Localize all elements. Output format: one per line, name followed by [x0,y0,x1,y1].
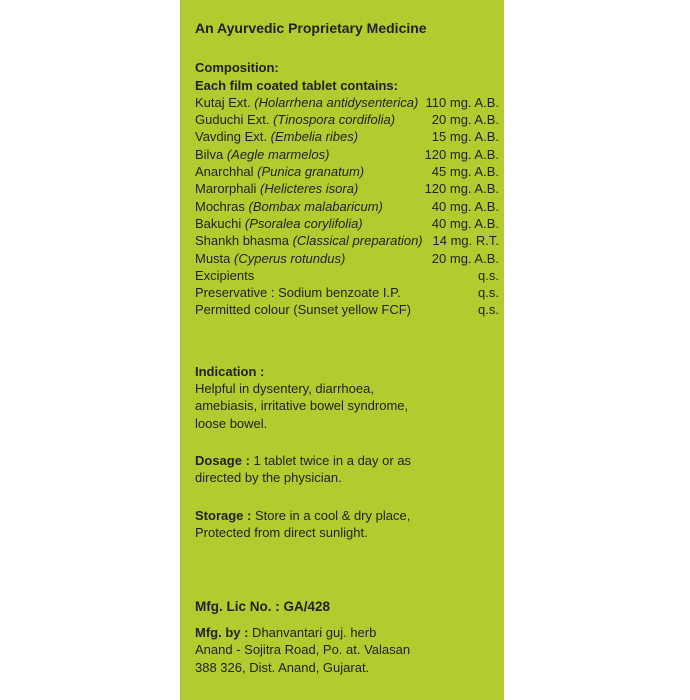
dosage-text: 1 tablet twice in a day or as [249,452,412,468]
ingredient-dose: 15 mg. A.B. [431,129,499,145]
ingredient-latin: (Classical preparation) [292,233,423,249]
ingredient-row [195,232,499,249]
ingredient-latin: (Bombax malabaricum) [248,198,383,214]
ingredient-row [195,111,499,128]
ingredient-dose: 14 mg. R.T. [432,233,499,249]
ingredient-name: Guduchi Ext. [195,112,270,128]
ingredient-dose: 40 mg. A.B. [431,215,499,231]
dosage-title: Dosage : [195,452,250,468]
ingredient-name: Mochras [195,198,245,214]
ingredient-name: Marorphali [195,181,257,197]
storage-text-2: Protected from direct sunlight. [195,524,368,540]
ingredient-dose: 110 mg. A.B. [425,94,499,110]
ingredient-latin: (Helicteres isora) [260,181,359,197]
ingredient-latin: (Tinospora cordifolia) [273,112,396,128]
ingredient-row [195,284,499,301]
ingredient-latin: (Punica granatum) [257,164,365,180]
indication-line: Helpful in dysentery, diarrhoea, [195,381,374,397]
ingredient-dose: q.s. [478,285,499,301]
ingredient-dose: q.s. [478,302,499,318]
ingredient-latin: (Embelia ribes) [270,129,359,145]
manufacturer-address-1: Anand - Sojitra Road, Po. at. Valasan [195,642,411,658]
ingredient-row [195,198,499,215]
ingredient-name: Preservative : Sodium benzoate I.P. [195,285,401,301]
ingredient-row [195,163,499,180]
ingredient-dose: 20 mg. A.B. [431,112,499,128]
ingredient-dose: 40 mg. A.B. [431,198,499,214]
ingredient-latin: (Cyperus rotundus) [234,250,346,266]
ingredient-name: Permitted colour (Sunset yellow FCF) [195,302,412,318]
ingredient-name: Excipients [195,267,255,283]
ingredient-name: Kutaj Ext. [195,94,251,110]
ingredient-row [195,267,499,284]
ingredient-dose: 20 mg. A.B. [431,250,499,266]
ingredient-row [195,180,499,197]
ingredient-row [195,250,499,267]
manufacturer-address-2: 388 326, Dist. Anand, Gujarat. [195,659,370,675]
ingredient-dose: 45 mg. A.B. [431,164,499,180]
dosage-section [195,452,499,487]
composition-subtitle: Each film coated tablet contains: [195,77,398,93]
ingredient-name: Anarchhal [195,164,254,180]
ingredient-row [195,301,499,318]
ingredient-dose: 120 mg. A.B. [424,181,499,197]
ingredient-latin: (Holarrhena antidysenterica) [254,94,419,110]
storage-text: Store in a cool & dry place, [251,507,411,523]
ingredient-row [195,94,499,111]
license-number: Mfg. Lic No. : GA/428 [195,599,331,614]
product-heading: An Ayurvedic Proprietary Medicine [195,20,427,36]
indication-title: Indication : [195,363,265,379]
ingredient-dose: 120 mg. A.B. [424,146,499,162]
label-content [195,20,499,541]
indication-line: loose bowel. [195,415,268,431]
storage-section [195,507,499,542]
dosage-text-2: directed by the physician. [195,470,342,486]
ingredient-name: Musta [195,250,231,266]
ingredient-row [195,146,499,163]
ingredient-latin: (Aegle marmelos) [226,146,330,162]
storage-title: Storage : [195,507,252,523]
ingredient-name: Vavding Ext. [195,129,268,145]
ingredient-name: Shankh bhasma [195,233,289,249]
indication-section [195,363,499,432]
ingredient-name: Bakuchi [195,215,242,231]
ingredient-row [195,128,499,145]
ingredient-row [195,215,499,232]
ingredient-latin: (Psoralea corylifolia) [244,215,363,231]
ingredient-name: Bilva [195,146,224,162]
ingredient-dose: q.s. [478,267,499,283]
ingredient-list [195,94,499,319]
composition-title: Composition: [195,60,279,76]
manufacturer-title: Mfg. by : [195,625,249,640]
indication-line: amebiasis, irritative bowel syndrome, [195,398,409,414]
manufacturer-name: Dhanvantari guj. herb [248,625,377,640]
manufacturer-section [195,624,499,676]
label-panel [180,0,504,700]
